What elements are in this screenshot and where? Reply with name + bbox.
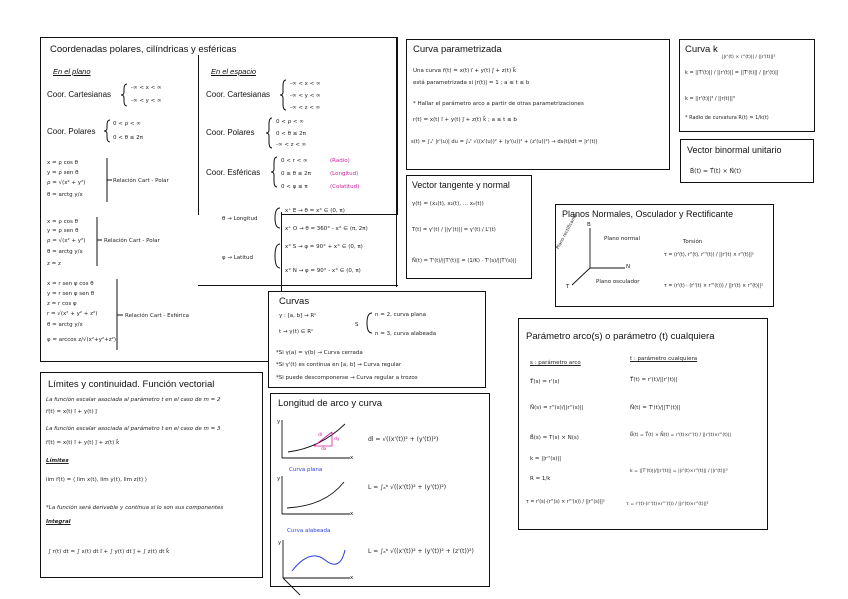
curvature-radius: * Radio de curvatura R(t) = 1/k(t): [685, 115, 769, 121]
curves-point-3: *Si puede descomponerse → Curva regular a trozos: [276, 375, 418, 381]
axis-x-2: x: [350, 511, 354, 517]
plane-polar-range-1: 0 < ρ < ∞: [113, 121, 141, 127]
curvature-formula-2: k = ||r'(t)||³ / ||r(t)||³: [685, 96, 735, 102]
sph-relation-6: φ = arccos z/√(x²+y²+z²): [47, 337, 117, 343]
normal-plane-label: Plano normal: [604, 236, 641, 242]
arc-length-title: Longitud de arco y curva: [278, 398, 383, 409]
latitude-row-1: x° S → φ = 90° + x° ∈ (0, π): [285, 244, 363, 250]
cyl-relation-label: Relación Cart - Polar: [104, 238, 160, 244]
axis-B: B: [587, 222, 591, 228]
plane-cartesian-range-2: -∞ < y < ∞: [131, 98, 162, 104]
sph-relation-5: θ = arctg y/x: [47, 322, 83, 328]
limits-formula-3: lim r⃗(t) = ⟨ lim x(t), lim y(t), lim z(t) ⟩: [46, 477, 147, 483]
curves-row-2: t → γ(t) ∈ Rⁿ: [279, 329, 314, 335]
sph-relation-1: x = r sen φ cos θ: [47, 281, 94, 287]
plane-relation-4: θ = arctg y/x: [47, 192, 83, 198]
axis-x-3: x: [350, 575, 354, 581]
cyl-relation-1: x = ρ cos θ: [47, 219, 78, 225]
torsion-formula-2: τ = (r'(t) · (r''(t) × r'''(t))) / ||r'(t) × r''(t)||²: [664, 284, 764, 289]
arc-parameter-heading: s : parámetro arco: [530, 360, 581, 366]
limits-line-1: La función escalar asociada al parámetro t en el caso de m = 2: [46, 397, 221, 403]
triangle-dx: dx: [321, 447, 327, 452]
tangent-line-1: γ(t) = (x₁(t), x₂(t), ... xₙ(t)): [412, 201, 484, 207]
space-cartesian-range-1: -∞ < x < ∞: [290, 81, 321, 87]
cyl-relation-3: ρ = √(x² + y²): [47, 238, 86, 244]
curves-plane: n = 2, curva plana: [375, 312, 426, 318]
arc-row-3: B⃗(s) = T(s) × N(s): [530, 435, 579, 441]
sph-relation-label: Relación Cart - Esférica: [125, 313, 189, 319]
longitude-label: θ → Longitud: [222, 216, 258, 222]
space-polar-range-2: 0 < θ ≤ 2π: [276, 131, 306, 137]
space-spherical-range-1: 0 < r < ∞: [281, 158, 308, 164]
longitude-row-1: x⁺ E → θ = x° ∈ (0, π): [285, 208, 345, 214]
space-polar-range-3: -∞ < z < ∞: [276, 142, 307, 148]
curves-title: Curvas: [279, 296, 310, 307]
axis-N: N: [626, 264, 631, 270]
integral-formula: ∫ r(t) dt = ∫ x(t) dt i⃗ + ∫ y(t) dt j⃗ + ∫ z(t) dt k⃗: [48, 549, 170, 555]
colatitude-note: (Colatitud): [330, 184, 360, 190]
plane-relation-2: y = ρ sen θ: [47, 170, 79, 176]
plane-subtitle: En el plano: [53, 67, 91, 76]
any-row-5: τ = r'(t)·(r''(t)×r'''(t)) / ||r'(t)×r''(t)||²: [626, 502, 709, 507]
cyl-relation-5: z = z: [47, 261, 61, 267]
radius-note: (Radio): [330, 158, 350, 164]
curves-warped: n = 3, curva alabeada: [375, 331, 437, 337]
param-line-3: * Hallar el parámetro arco a partir de otras parametrizaciones: [413, 101, 584, 107]
plane-curve-label: Curva plana: [289, 467, 323, 473]
binormal-title: Vector binormal unitario: [687, 145, 782, 155]
any-parameter-heading: t : parámetro cualquiera: [630, 356, 698, 362]
plane-relation-1: x = ρ cos θ: [47, 160, 78, 166]
any-row-2: N⃗(t) = T'(t)/||T'(t)||: [630, 405, 681, 411]
space-spherical-range-2: 0 ≤ θ ≤ 2π: [281, 171, 311, 177]
arc-row-6: τ = r'(s)·(r''(s) × r'''(s)) / ||r''(s)||²: [526, 500, 605, 505]
triangle-dl: dl: [318, 433, 323, 438]
curves-s-label: S: [355, 322, 359, 328]
space-cartesian-range-2: -∞ < y < ∞: [290, 93, 321, 99]
limits-heading: Límites: [46, 458, 69, 464]
arc-length-formula-2: L = ∫ₐᵇ √((x'(t))² + (y'(t))²): [368, 484, 447, 491]
limits-formula-1: r⃗(t) = x(t) i⃗ + y(t) j⃗: [46, 409, 97, 415]
limits-line-2: La función escalar asociada al parámetro t en el caso de m = 3: [46, 426, 221, 432]
tangent-T: T(t) = γ'(t) / ||γ'(t)|| = γ'(t) / L'(t): [412, 227, 496, 233]
parameter-panel: [518, 318, 768, 530]
plane-relation-label: Relación Cart - Polar: [113, 178, 169, 184]
limits-title: Límites y continuidad. Función vectorial: [48, 379, 215, 390]
limits-formula-2: r⃗(t) = x(t) i⃗ + y(t) j⃗ + z(t) k⃗: [46, 440, 120, 446]
plane-cartesian-label: Coor. Cartesianas: [47, 90, 112, 99]
coordinates-title: Coordenadas polares, cilíndricas y esféricas: [50, 44, 237, 55]
space-subtitle: En el espacio: [211, 67, 257, 76]
curves-row-1: γ : [a, b] → Rⁿ: [279, 313, 317, 319]
osculating-plane-label: Plano osculador: [596, 279, 640, 285]
longitude-row-2: x⁺ O → θ = 360° - x° ∈ (π, 2π): [285, 226, 368, 232]
param-line-4: r(t) = x(t) i⃗ + y(t) j⃗ + z(t) k⃗ ; a ≤ t ≤ b: [413, 117, 517, 123]
torsion-formula-1: τ = (r'(t), r''(t), r'''(t)) / ||r'(t) × r''(t)||²: [664, 253, 754, 258]
param-line-1: Una curva r⃗(t) = x(t) i⃗ + y(t) j⃗ + z(t) k⃗: [413, 68, 517, 74]
rectifying-plane-label: Plano rectificante: [556, 213, 579, 251]
longitude-note: (Longitud): [330, 171, 359, 177]
tangent-normal-title: Vector tangente y normal: [412, 180, 510, 190]
space-cartesian-label: Coor. Cartesianas: [206, 90, 271, 99]
any-row-3: B⃗(t) = T⃗(t) × N⃗(t) = r'(t)×r''(t) / ||r'(t)×r''(t)||: [630, 433, 731, 438]
sph-relation-4: r = √(x² + y² + z²): [47, 311, 98, 317]
parameter-title: Parámetro arco(s) o parámetro (t) cualquiera: [526, 331, 715, 342]
param-line-2: está parametrizada si |r(t)| = 1 ; a ≤ t ≤ b: [413, 80, 530, 86]
space-cartesian-range-3: -∞ < z < ∞: [290, 105, 321, 111]
integral-heading: Integral: [46, 519, 71, 525]
binormal-formula: B⃗(t) = T⃗(t) × N⃗(t): [690, 168, 742, 175]
latitude-row-2: x° N → φ = 90° - x° ∈ (0, π): [285, 268, 361, 274]
space-spherical-range-3: 0 < φ ≤ π: [281, 184, 308, 190]
tangent-N: N⃗(t) = T'(t)/||T'(t)|| = (1/K) · T'(s)/||T'(s)||: [412, 258, 517, 264]
axis-x-1: x: [350, 455, 354, 461]
curves-point-2: *Si γ'(t) es continua en [a, b] → Curva regular: [276, 362, 402, 368]
plane-polar-range-2: 0 < θ ≤ 2π: [113, 135, 143, 141]
warped-curve-label: Curva alabeada: [287, 528, 331, 534]
curvature-formula-1: k = ||T'(t)|| / ||r'(t)|| = ||T'(t)|| / ||r'(t)||: [685, 70, 779, 76]
triangle-dy: dy: [334, 437, 340, 442]
arc-row-1: T⃗(s) = r'(s): [530, 379, 560, 385]
arc-row-2: N⃗(s) = r''(s)/||r''(s)||: [530, 405, 584, 411]
any-row-4: k = ||T'(t)||/||r'(t)|| = ||r'(t)×r''(t)|| / ||r'(t)||³: [630, 469, 728, 474]
axis-y-3: y: [278, 540, 282, 546]
cyl-relation-2: y = ρ sen θ: [47, 228, 79, 234]
any-row-1: T⃗(t) = r'(t)/||r'(t)||: [630, 377, 678, 383]
plane-cartesian-range-1: -∞ < x < ∞: [131, 85, 162, 91]
torsion-label: Torsión: [683, 239, 703, 245]
limits-line-3: *La función será derivable y continua si lo son sus componentes: [46, 505, 224, 511]
planes-title: Planos Normales, Osculador y Rectificante: [562, 209, 734, 219]
axis-y-1: y: [277, 419, 281, 425]
space-spherical-label: Coor. Esféricas: [206, 168, 261, 177]
param-line-5: s(t) = ∫ₐᵗ |r'(u)| du = ∫ₐᵗ √((x'(u))² + (y'(u))² + (z'(u))²) → ds(t)/dt = |r'(t)|: [411, 139, 598, 145]
plane-polar-label: Coor. Polares: [47, 127, 96, 136]
latitude-label: φ → Latitud: [222, 255, 253, 261]
parametrized-curve-title: Curva parametrizada: [413, 44, 502, 55]
cyl-relation-4: θ = arctg y/x: [47, 249, 83, 255]
arc-row-4: k = ||r''(s)||: [530, 456, 562, 462]
space-polar-label: Coor. Polares: [206, 128, 255, 137]
arc-row-5: R = 1/k: [530, 476, 551, 482]
plane-relation-3: ρ = √(x² + y²): [47, 180, 86, 186]
sph-relation-2: y = r sen φ sen θ: [47, 291, 95, 297]
axis-T: T: [566, 284, 570, 290]
curvature-title: Curva k: [685, 44, 718, 55]
axis-y-2: y: [277, 476, 281, 482]
arc-length-formula-3: L = ∫ₐᵇ √((x'(t))² + (y'(t))² + (z'(t))²): [368, 548, 474, 555]
arc-length-formula-1: dl = √((x'(t))² + (y'(t))²): [368, 436, 439, 443]
curves-point-1: *Si γ(a) = γ(b) → Curva cerrada: [276, 350, 363, 356]
curvature-formula-1b: ||r'(t) × r''(t)|| / ||r'(t)||³: [722, 55, 776, 60]
space-polar-range-1: 0 < ρ < ∞: [276, 119, 304, 125]
sph-relation-3: z = r cos φ: [47, 301, 77, 307]
